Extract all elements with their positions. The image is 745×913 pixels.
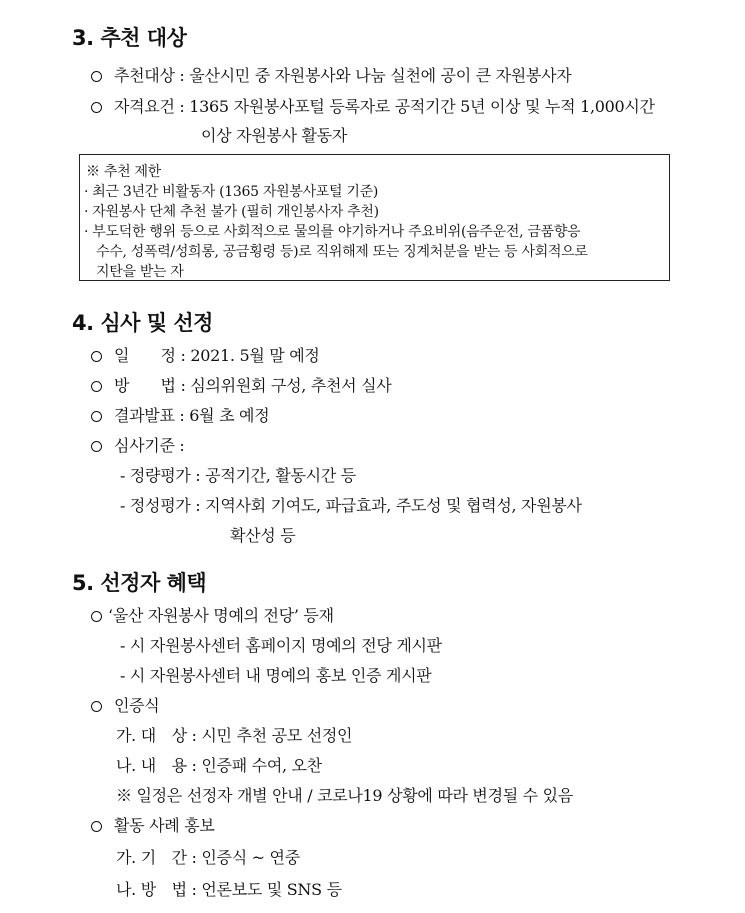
schedule-text: 일 정 : 2021. 5월 말 예정 (114, 346, 320, 365)
criteria-qualitative: - 정성평가 : 지역사회 기여도, 파급효과, 주도성 및 협력성, 자원봉사 (120, 496, 582, 515)
promotion-item (91, 813, 215, 836)
section4-heading: 4. 심사 및 선정 (72, 311, 213, 335)
recommend-target-item (91, 63, 571, 86)
ceremony-content: 나. 내 용 : 인증패 수여, 오찬 (116, 756, 322, 775)
restriction-line: · 부도덕한 행위 등으로 사회적으로 물의를 야기하거나 주요비위(음주운전, 금품향응 (84, 224, 581, 240)
section5-heading: 5. 선정자 혜택 (72, 571, 207, 595)
hall-of-fame-text: ‘울산 자원봉사 명예의 전당’ 등재 (108, 606, 334, 625)
schedule-item (91, 343, 320, 366)
circle-bullet-icon (91, 102, 102, 113)
restriction-line: 지탄을 받는 자 (96, 264, 184, 280)
restriction-line: · 최근 3년간 비활동자 (1365 자원봉사포털 기준) (84, 184, 378, 200)
qualification-continuation: 이상 자원봉사 활동자 (201, 126, 347, 145)
hall-of-fame-sub: - 시 자원봉사센터 홈페이지 명예의 전당 게시판 (120, 636, 442, 655)
circle-bullet-icon (91, 611, 102, 622)
ceremony-text: 인증식 (114, 696, 160, 715)
promotion-period: 가. 기 간 : 인증식 ~ 연중 (116, 848, 300, 867)
ceremony-target: 가. 대 상 : 시민 추천 공모 선정인 (116, 726, 353, 745)
circle-bullet-icon (91, 381, 102, 392)
criteria-item (91, 433, 185, 456)
circle-bullet-icon (91, 701, 102, 712)
hall-of-fame-item (91, 603, 334, 626)
promotion-text: 활동 사례 홍보 (114, 816, 215, 835)
restriction-line: 수수, 성폭력/성희롱, 공금횡령 등)로 직위해제 또는 징계처분을 받는 등 사회적으로 (96, 244, 588, 260)
recommend-target-text: 추천대상 : 울산시민 중 자원봉사와 나눔 실천에 공이 큰 자원봉사자 (114, 66, 572, 85)
section3-heading: 3. 추천 대상 (72, 26, 187, 50)
qualification-text: 자격요건 : 1365 자원봉사포털 등록자로 공적기간 5년 이상 및 누적 1,000시간 (114, 97, 655, 116)
method-text: 방 법 : 심의위원회 구성, 추천서 실사 (114, 376, 392, 395)
promotion-method: 나. 방 법 : 언론보도 및 SNS 등 (116, 880, 342, 899)
qualification-item (91, 94, 655, 117)
circle-bullet-icon (91, 351, 102, 362)
criteria-text: 심사기준 : (114, 436, 185, 455)
result-text: 결과발표 : 6월 초 예정 (114, 406, 270, 425)
ceremony-note: ※ 일정은 선정자 개별 안내 / 코로나19 상황에 따라 변경될 수 있음 (116, 786, 573, 805)
result-item (91, 403, 269, 426)
criteria-qualitative-continuation: 확산성 등 (230, 526, 296, 545)
circle-bullet-icon (91, 71, 102, 82)
circle-bullet-icon (91, 821, 102, 832)
restriction-title: ※ 추천 제한 (86, 164, 161, 180)
hall-of-fame-sub: - 시 자원봉사센터 내 명예의 홍보 인증 게시판 (120, 666, 432, 685)
ceremony-item (91, 693, 159, 716)
circle-bullet-icon (91, 441, 102, 452)
circle-bullet-icon (91, 411, 102, 422)
restriction-line: · 자원봉사 단체 추천 불가 (필히 개인봉사자 추천) (84, 204, 379, 220)
criteria-quantitative: - 정량평가 : 공적기간, 활동시간 등 (120, 466, 356, 485)
restriction-box (79, 154, 670, 281)
method-item (91, 373, 391, 396)
